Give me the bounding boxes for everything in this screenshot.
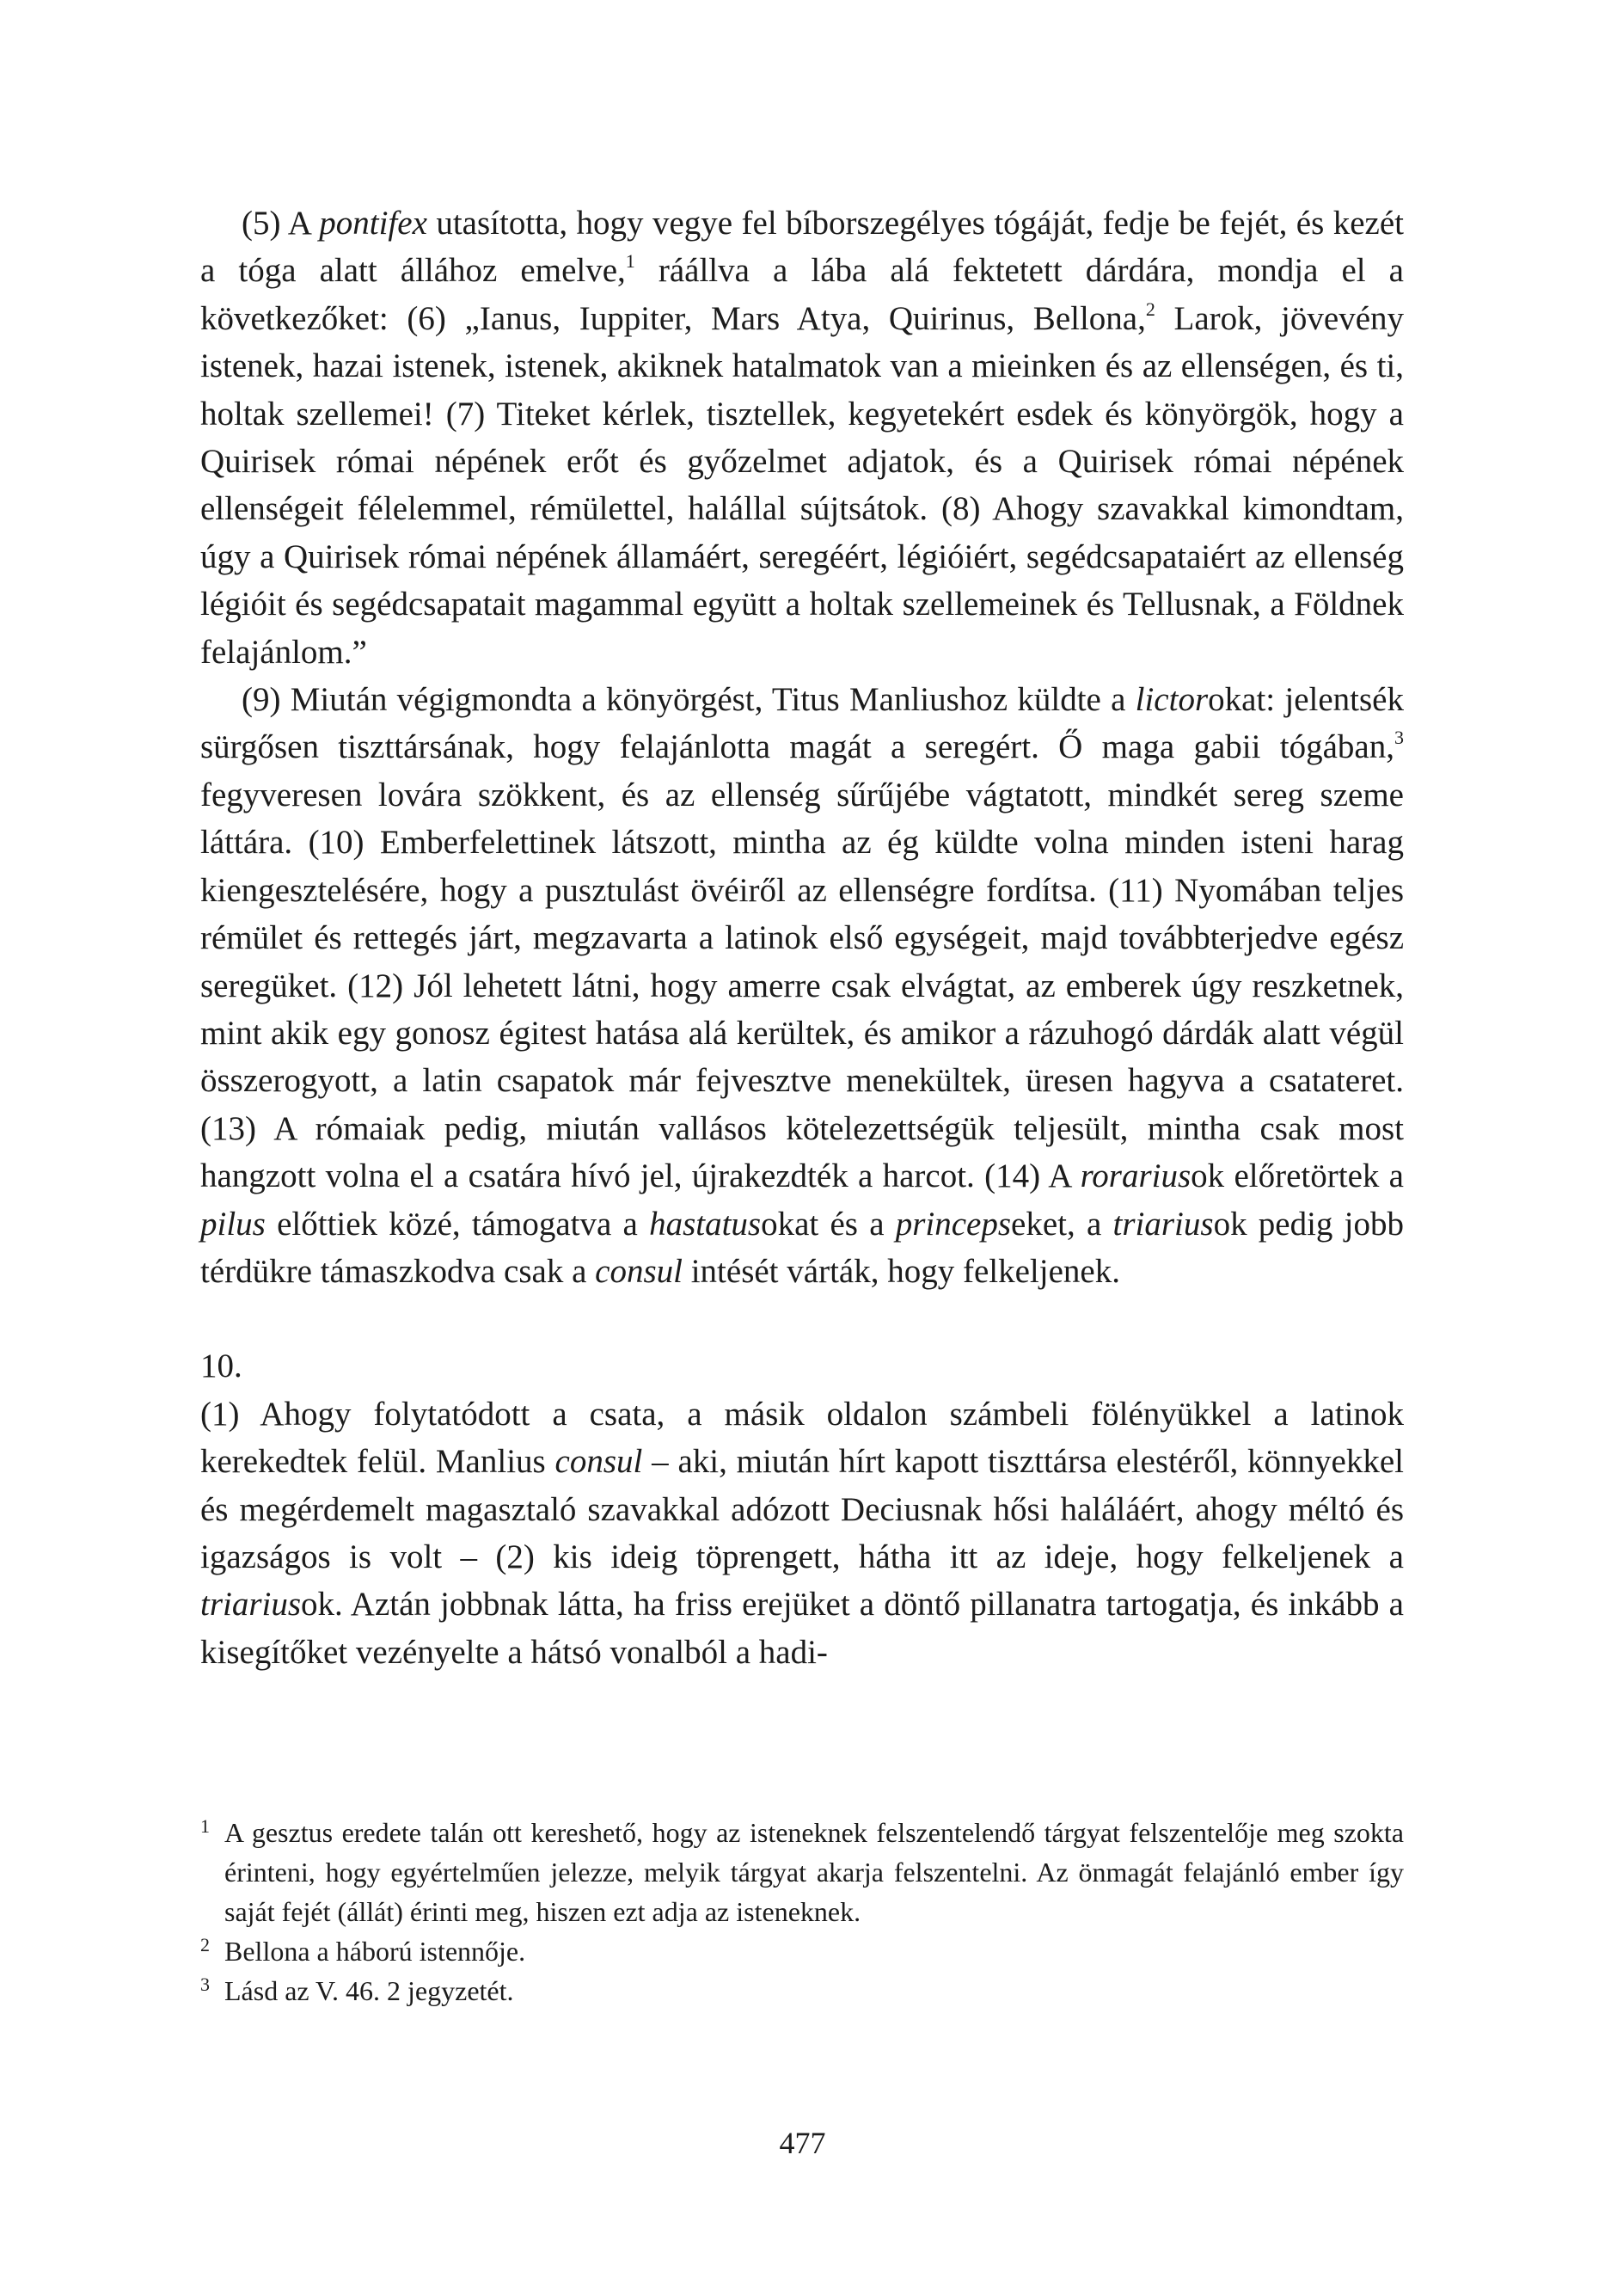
footnotes (200, 1813, 1404, 2011)
text-run: (9) Miután végigmondta a könyörgést, Titus Manliushoz küldte a (242, 681, 1136, 719)
text-run: előttiek közé, támogatva a (265, 1205, 650, 1243)
italic-term: princeps (895, 1205, 1012, 1243)
footnote-ref-2: 2 (1145, 298, 1155, 320)
italic-term: rorarius (1080, 1157, 1191, 1195)
footnote-ref-1: 1 (625, 250, 635, 273)
italic-term: lictor (1135, 681, 1209, 719)
italic-term: pontifex (319, 205, 427, 242)
footnote-text: A gesztus eredete talán ott kereshető, hogy az isteneknek felszentelendő tárgyat felszentelője meg szokta érinteni, hogy egyértelműen jelezze, melyik tárgyat akarja felszentelni. Az önmagát felajánló ember így saját fejét (állát) érinti meg, hiszen ezt adja az isteneknek. (224, 1817, 1404, 1927)
italic-term: consul (595, 1252, 683, 1290)
text-run: ráállva a lába alá fektetett dárdára, mondja el a következőket: (6) „Ianus, Iuppiter, Mars Atya, Quirinus, Bellona, (200, 252, 1404, 337)
text-run: Larok, jövevény istenek, hazai istenek, istenek, akiknek hatalmatok van a mieinken és az ellenségen, és ti, holtak szellemei! (7) Titeket kérlek, tisztellek, kegyetekért esdek és könyörgök, hogy a Quirisek római népének erőt és győzelmet adjatok, és a Quirisek római népének ellenségeit félelemmel, rémülettel, halállal sújtsátok. (8) Ahogy szavakkal kimondtam, úgy a Quirisek római népének államáért, seregéért, légióiért, segédcsapataiért az ellenség légióit és segédcsapatait magammal együtt a holtak szellemeinek és Tellusnak, a Földnek felajánlom.” (200, 299, 1404, 671)
page-number: 477 (779, 2126, 826, 2160)
paragraph-1 (200, 200, 1404, 676)
text-run: intését várták, hogy felkeljenek. (682, 1252, 1120, 1290)
text-run: okat és a (761, 1205, 896, 1243)
text-run: utasította, hogy vegye fel bíborszegélyes tógáját, fedje be fejét, és kezét a tóga alatt állához emelve, (200, 205, 1404, 290)
text-run: – aki, miután hírt kapott tiszttársa elestéről, könnyekkel és megérdemelt magasztaló szavakkal adózott Deciusnak hősi haláláért, ahogy méltó és igazságos is volt – (2) kis ideig töprengett, hátha itt az ideje, hogy felkeljenek a (200, 1443, 1404, 1575)
text-run: eket, a (1011, 1205, 1113, 1243)
italic-term: hastatus (649, 1205, 762, 1243)
text-run: ok előretörtek a (1191, 1157, 1404, 1195)
text-run: ok pedig jobb térdükre támaszkodva csak a (200, 1205, 1404, 1290)
footnote-text: Lásd az V. 46. 2 jegyzetét. (224, 1975, 514, 2006)
footnote-3: 3 Lásd az V. 46. 2 jegyzetét. (200, 1974, 514, 2006)
paragraph-3 (200, 1390, 1404, 1676)
italic-term: pilus (200, 1205, 266, 1243)
section-number: 10. (200, 1348, 242, 1385)
text-run: fegyveresen lovára szökkent, és az ellenség sűrűjébe vágtatott, mindkét sereg szeme láttára. (10) Emberfelettinek látszott, mintha az ég küldte volna minden isteni harag kiengesztelésére, hogy a pusztulást övéiről az ellenségre fordítsa. (11) Nyomában teljes rémület és rettegés járt, megzavarta a latinok első egységeit, majd továbbterjedve egész seregüket. (12) Jól lehetett látni, hogy amerre csak elvágtat, az emberek úgy reszketnek, mint akik egy gonosz égitest hatása alá kerültek, és amikor a rázuhogó dárdák alatt végül összerogyott, a latin csapatok már fejvesztve menekültek, üresen hagyva a csatateret. (13) A rómaiak pedig, miután vallásos kötelezettségük teljesült, mintha csak most hangzott volna el a csatára hívó jel, újrakezdték a harcot. (14) A (200, 776, 1404, 1195)
paragraph-2 (200, 676, 1404, 1295)
text-run: okat: jelentsék sürgősen tiszttársának, hogy felajánlotta magát a seregért. Ő maga gabii tógában, (200, 681, 1404, 766)
main-text (200, 200, 1404, 1676)
italic-term: triarius (1112, 1205, 1214, 1243)
italic-term: triarius (200, 1586, 302, 1624)
footnote-1: 1 A gesztus eredete talán ott kereshető, hogy az isteneknek felszentelendő tárgyat felszentelője meg szokta érinteni, hogy egyértelműen jelezze, melyik tárgyat akarja felszentelni. Az önmagát felajánló ember így saját fejét (állát) érinti meg, hiszen ezt adja az isteneknek. (200, 1815, 1404, 1927)
text-run: (5) A (242, 205, 320, 242)
footnote-text: Bellona a háború istennője. (224, 1936, 526, 1967)
footnote-ref-3: 3 (1394, 727, 1404, 749)
text-run: (1) Ahogy folytatódott a csata, a másik oldalon számbeli fölényükkel a latinok kerekedtek felül. Manlius (200, 1395, 1404, 1481)
section-gap (200, 1295, 1404, 1342)
text-run: ok. Aztán jobbnak látta, ha friss erejüket a döntő pillanatra tartogatja, és inkább a kisegítőket vezényelte a hátsó vonalból a hadi- (200, 1586, 1404, 1671)
italic-term: consul (554, 1443, 643, 1481)
footnote-2: 2 Bellona a háború istennője. (200, 1934, 526, 1967)
